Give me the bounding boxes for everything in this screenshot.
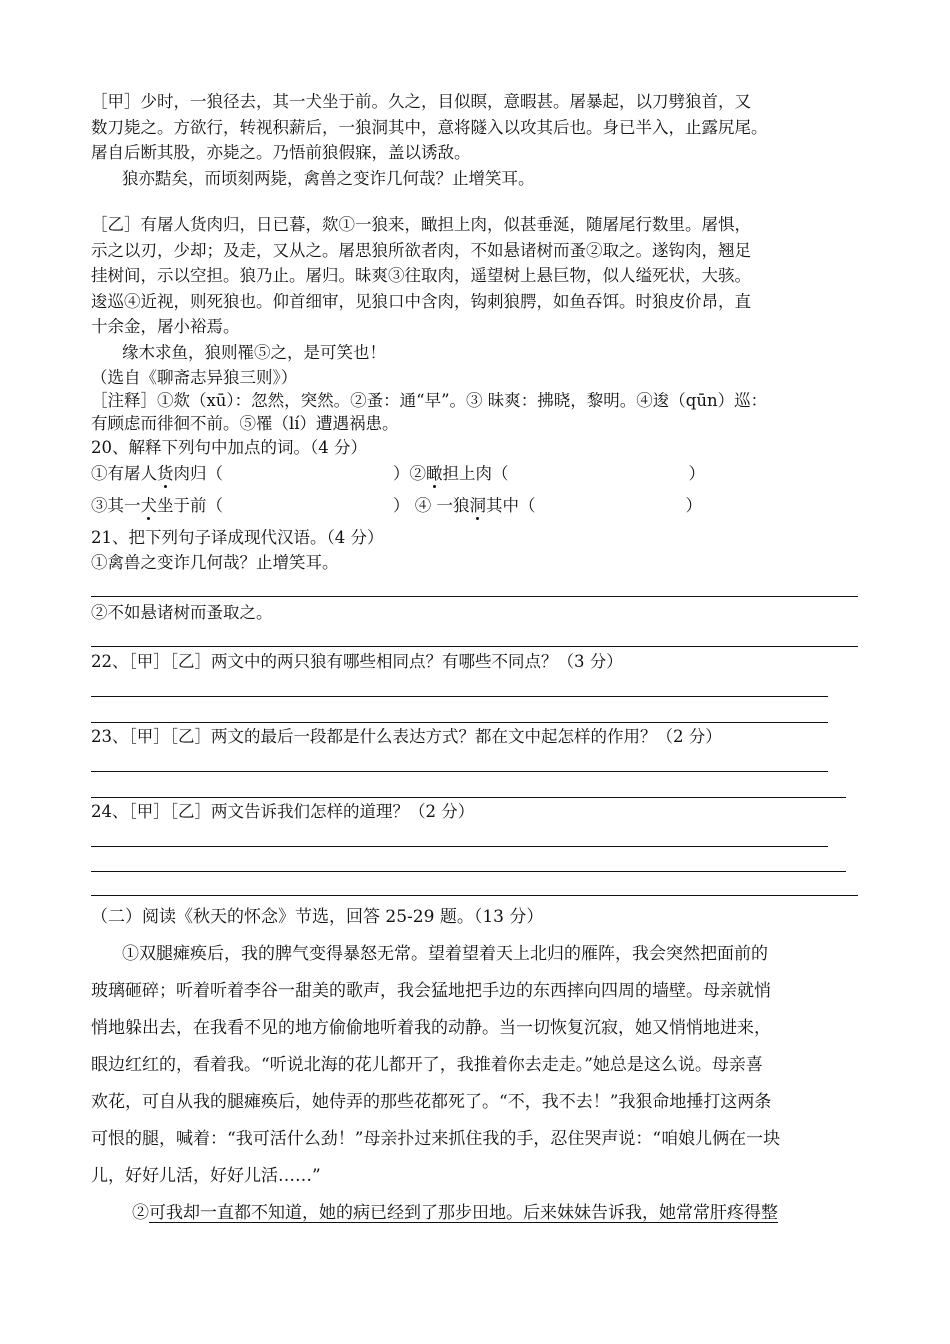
passage-a-line: 屠自后断其股，亦毙之。乃悟前狼假寐，盖以诱敌。: [91, 143, 471, 162]
passage-b-line: 十余金，屠小裕焉。: [91, 317, 240, 336]
answer-line[interactable]: [91, 771, 828, 772]
passage-a-line: 狼亦黠矣，而顷刻两毙，禽兽之变诈几何哉？止增笑耳。: [122, 169, 535, 188]
passage-b-line: 逡巡④近视，则死狼也。仰首细审，见狼口中含肉，钩刺狼腭，如鱼吞饵。时狼皮价昂，直: [91, 292, 751, 311]
dotted-word: 犬: [140, 496, 157, 515]
answer-line[interactable]: [91, 722, 828, 723]
passage-a-line: ［甲］少时，一狼径去，其一犬坐于前。久之，目似瞑，意暇甚。屠暴起，以刀劈狼首，又: [91, 92, 751, 111]
answer-line[interactable]: [91, 596, 858, 597]
dotted-word: 洞: [469, 496, 486, 515]
reading-paragraph-line: 可恨的腿，喊着：“我可活什么劲！”母亲扑过来抓住我的手，忍住哭声说：“咱娘儿俩在一块: [91, 1129, 781, 1149]
question-22-title: 22、［甲］［乙］两文中的两只狼有哪些相同点？有哪些不同点？（3 分）: [91, 652, 623, 671]
question-21-title: 21、把下列句子译成现代汉语。（4 分）: [91, 528, 384, 547]
dotted-word: 瞰: [426, 464, 443, 483]
reading-paragraph-line: ①双腿瘫痪后，我的脾气变得暴怒无常。望着望着天上北归的雁阵，我会突然把面前的: [122, 944, 768, 964]
question-21-sentence-2: ②不如悬诸树而蚤取之。: [91, 603, 273, 622]
section-2-heading: （二）阅读《秋天的怀念》节选，回答 25-29 题。（13 分）: [91, 907, 544, 927]
answer-line[interactable]: [91, 846, 828, 847]
underlined-sentence: 可我却一直都不知道，她的病已经到了那步田地。后来妹妹告诉我，她常常肝疼得整: [149, 1203, 778, 1223]
answer-line[interactable]: [91, 646, 858, 647]
reading-paragraph-line: 欢花，可自从我的腿瘫痪后，她侍弄的那些花都死了。“不，我不去！”我狠命地捶打这两条: [91, 1092, 772, 1112]
passage-b-line: 缘木求鱼，狼则罹⑤之，是可笑也！: [122, 343, 386, 362]
reading-paragraph-line: ②可我却一直都不知道，她的病已经到了那步田地。后来妹妹告诉我，她常常肝疼得整: [132, 1203, 778, 1223]
passage-b-line: ［乙］有屠人货肉归，日已暮，欻①一狼来，瞰担上肉，似甚垂涎，随屠尾行数里。屠惧，: [91, 215, 751, 234]
question-23-title: 23、［甲］［乙］两文的最后一段都是什么表达方式？都在文中起怎样的作用？（2 分）: [91, 727, 722, 746]
answer-line[interactable]: [91, 797, 846, 798]
source-note: （选自《聊斋志异狼三则》）: [91, 368, 298, 387]
reading-paragraph-line: 玻璃砸碎；听着听着李谷一甜美的歌声，我会猛地把手边的东西摔向四周的墙壁。母亲就悄: [91, 981, 771, 1001]
reading-paragraph-line: 眼边红红的，看着我。“听说北海的花儿都开了，我推着你去走走。”她总是这么说。母亲喜: [91, 1055, 763, 1075]
question-20-row-1: ①有屠人货肉归（ ）②瞰担上肉（ ）: [91, 464, 705, 483]
question-24-title: 24、［甲］［乙］两文告诉我们怎样的道理？（2 分）: [91, 802, 475, 821]
answer-line[interactable]: [91, 696, 828, 697]
dotted-word: 货: [157, 464, 174, 483]
annotation-line: ［注释］①欻（xū）：忽然，突然。②蚤：通“早”。③ 昧爽：拂晓，黎明。④逡（qūn）巡：: [91, 391, 768, 410]
question-21-sentence-1: ①禽兽之变诈几何哉？止增笑耳。: [91, 553, 339, 572]
answer-line[interactable]: [91, 871, 846, 872]
annotation-line: 有顾虑而徘徊不前。⑤罹（lí）遭遇祸患。: [91, 414, 399, 433]
reading-paragraph-line: 悄地躲出去，在我看不见的地方偷偷地听着我的动静。当一切恢复沉寂，她又悄悄地进来，: [91, 1018, 771, 1038]
answer-line[interactable]: [91, 895, 858, 896]
passage-b-line: 挂树间，示以空担。狼乃止。屠归。昧爽③往取肉，遥望树上悬巨物，似人缢死状，大骇。: [91, 266, 751, 285]
reading-paragraph-line: 儿，好好儿活，好好儿活……”: [91, 1166, 321, 1186]
question-20-title: 20、解释下列句中加点的词。（4 分）: [91, 438, 367, 457]
passage-a-line: 数刀毙之。方欲行，转视积薪后，一狼洞其中，意将隧入以攻其后也。身已半入，止露尻尾。: [91, 118, 768, 137]
passage-b-line: 示之以刃，少却；及走，又从之。屠思狼所欲者肉，不如悬诸树而蚤②取之。遂钩肉，翘足: [91, 241, 751, 260]
question-20-row-2: ③其一犬坐于前（ ） ④ 一狼洞其中（ ）: [91, 496, 702, 515]
